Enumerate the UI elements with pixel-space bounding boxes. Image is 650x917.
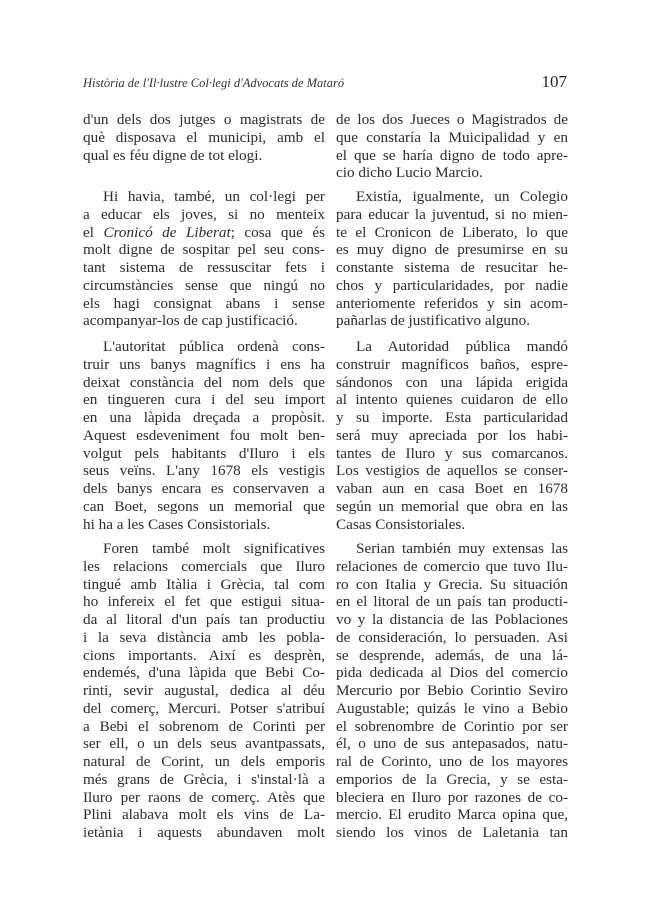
book-title: Cronicó de Liberat	[103, 223, 231, 241]
text-line: al intento quienes cuidaron de ello	[336, 391, 568, 409]
text-line: i la seva distància amb les pobla-	[83, 628, 325, 646]
text-line: ietània i aquests abundaven molt	[83, 824, 325, 841]
text-line: relaciones de comercio que tuvo Ilu-	[336, 557, 568, 575]
text-line: tantes de Iluro y sus comarcanos.	[336, 444, 568, 462]
text-line: natural de Corint, un dels emporis	[83, 753, 325, 770]
text-line: L'autoritat pública ordenà cons-	[103, 338, 325, 355]
text-line: Aquest esdeveniment fou molt ben-	[83, 426, 325, 444]
text-line: Mercurio por Bebio Corintio Seviro	[336, 682, 568, 699]
text-line: Los vestigios de aquellos se conser-	[336, 462, 568, 480]
text-line: construir magníficos baños, espre-	[336, 355, 568, 373]
text-line: pañarlas de justificativo alguno.	[336, 312, 531, 330]
text-line: y su importe. Esta particularidad	[336, 409, 568, 426]
text-line: el sobrenombre de Corintio por ser	[336, 717, 568, 735]
paragraph	[83, 111, 325, 164]
text-line: sándonos con una lápida erigida	[336, 373, 568, 391]
text-line: en el litoral de un país tan producti-	[336, 593, 568, 611]
text-line: Iluro per raons de comerç. Atès que	[83, 788, 325, 806]
text-line: del comerç, Mercuri. Potser s'atribuí	[83, 699, 325, 717]
text-line: el que se haría digno de todo apre-	[336, 146, 568, 164]
text-line: en tingueren cura i del seu import	[83, 391, 325, 409]
text-line: se desprende, además, de una lá-	[336, 646, 568, 664]
text-line: què disposava el municipi, amb el	[83, 128, 325, 146]
paragraph	[336, 540, 568, 842]
text-line: ho infereix el fet que estigui situa-	[83, 593, 325, 611]
text-line: según un memorial que obra en las	[336, 497, 568, 515]
page-number: 107	[541, 72, 567, 91]
paragraph	[83, 188, 325, 330]
text-line: Serian también muy extensas las	[356, 540, 568, 557]
text-line: de consideración, lo persuaden. Asi	[336, 628, 568, 646]
text-line: cio dicho Lucio Marcio.	[336, 164, 483, 182]
text-line: tingué amb Itàlia i Grècia, tal com	[83, 575, 325, 593]
text-line: a Bebi el sobrenom de Corinti per	[83, 717, 325, 735]
text-line: vo y la distancia de las Poblaciones	[336, 611, 568, 628]
paragraph	[83, 540, 325, 842]
text-line: en una làpida dreçada a propòsit.	[83, 409, 325, 426]
text-line: La Autoridad pública mandó	[356, 338, 568, 355]
text-line: acompanyar-los de cap justificació.	[83, 312, 298, 330]
text-line: es muy digno de presumirse en su	[336, 241, 568, 259]
paragraph	[336, 111, 568, 182]
text-line: dels banys encara es conservaven a	[83, 480, 325, 497]
text-line: pida dedicada al Dios del comercio	[336, 664, 568, 682]
text-line: hi ha a les Cases Consistorials.	[83, 515, 271, 533]
text-line: endemés, d'una làpida que Bebi Co-	[83, 664, 325, 682]
text-line: emporios de la Grecia, y se esta-	[336, 770, 568, 788]
text-line: de los dos Jueces o Magistrados de	[336, 111, 568, 128]
text-line: Augustable; quizás le vino a Bebio	[336, 699, 568, 717]
text-line: para educar la juventud, si no mien-	[336, 205, 568, 223]
text-line: cions importants. Així es desprèn,	[83, 646, 325, 664]
text-line: seus veïns. L'any 1678 els vestigis	[83, 462, 325, 480]
text-line: més grans de Grècia, i s'instal·là a	[83, 770, 325, 788]
text-line: Existía, igualmente, un Colegio	[356, 188, 568, 205]
text-line: que constaría la Muicipalidad y en	[336, 128, 568, 146]
text-line: él, o uno de sus antepasados, natu-	[336, 735, 568, 753]
text-line: ser ell, o un dels seus avantpassats,	[83, 735, 325, 753]
text-line: tant sistema de ressuscitar fets i	[83, 259, 325, 276]
text-line: les relacions comercials que Iluro	[83, 557, 325, 575]
text-line: circumstàncies sense que ningú no	[83, 276, 325, 294]
running-header	[83, 74, 567, 94]
text-line: Plini alabava molt els vins de La-	[83, 806, 325, 824]
text-line: Foren també molt significatives	[103, 540, 325, 557]
text-line: será muy apreciada por los habi-	[336, 426, 568, 444]
text-line: da al litoral d'un país tan productiu	[83, 611, 325, 628]
text-line: rinti, sevir augustal, dedica al déu	[83, 682, 325, 699]
text-line: a educar els joves, si no menteix	[83, 205, 325, 223]
text-line: constante sistema de resucitar he-	[336, 259, 568, 276]
text-line: siendo los vinos de Laletania tan	[336, 824, 568, 841]
text-line: Casas Consistoriales.	[336, 515, 466, 533]
text-line: chos y particularidades, por nadie	[336, 276, 568, 294]
text-line: bleciera en Iluro por razones de co-	[336, 788, 568, 806]
text-line: can Boet, segons un memorial que	[83, 497, 325, 515]
text-line: el Cronicó de Liberat; cosa que és	[83, 223, 325, 241]
text-line: volgut pels habitants d'Iluro i els	[83, 444, 325, 462]
text-line: ral de Corinto, uno de los mayores	[336, 753, 568, 770]
text-line: ro con Italia y Grecia. Su situación	[336, 575, 568, 593]
paragraph	[336, 188, 568, 330]
text-line: deixat constància del nom dels que	[83, 373, 325, 391]
running-title: Història de l'Il·lustre Col·legi d'Advocats de Mataró	[83, 76, 345, 90]
paragraph	[83, 338, 325, 533]
text-line: truir uns banys magnífics i ens ha	[83, 355, 325, 373]
text-line: anteriomente referidos y sin acom-	[336, 294, 568, 312]
text-line: te el Cronicon de Liberato, lo que	[336, 223, 568, 241]
text-line: mercio. El erudito Marca opina que,	[336, 806, 568, 824]
text-line: Hi havia, també, un col·legi per	[103, 188, 325, 205]
paragraph	[336, 338, 568, 533]
text-line: els hagi consignat abans i sense	[83, 294, 325, 312]
text-line: vaban aun en casa Boet en 1678	[336, 480, 568, 497]
text-line: molt digne de sospitar pel seu cons-	[83, 241, 325, 259]
text-line: d'un dels dos jutges o magistrats de	[83, 111, 325, 128]
text-line: qual es féu digne de tot elogi.	[83, 146, 263, 164]
